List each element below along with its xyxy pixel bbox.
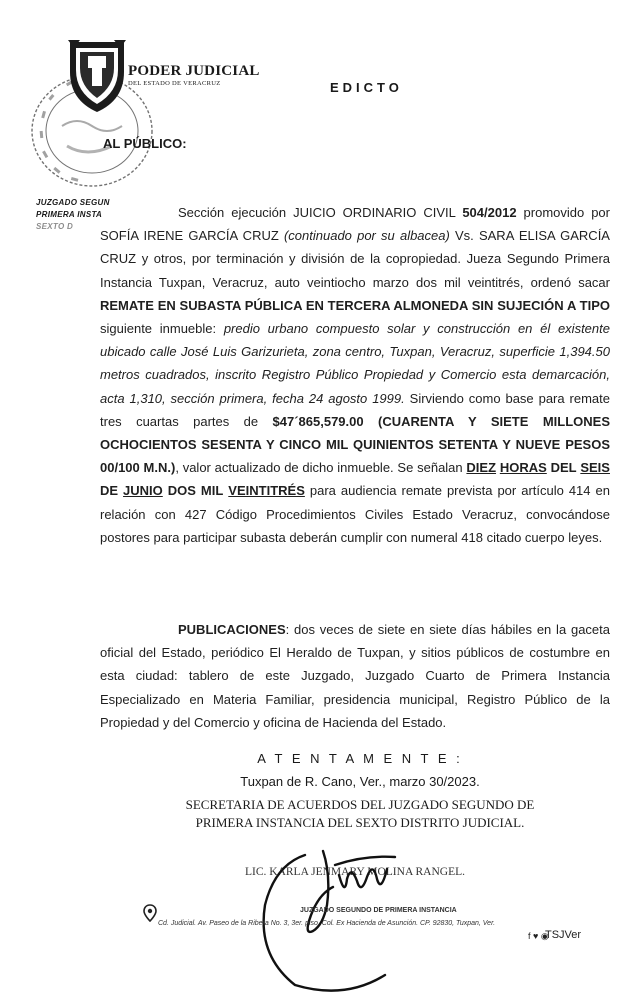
date-word: HORAS <box>499 460 547 476</box>
org-subtitle: DEL ESTADO DE VERACRUZ <box>128 80 221 87</box>
date-word: DE <box>100 483 119 499</box>
date-word: DOS MIL <box>167 483 224 499</box>
signer-name: LIC. KARLA JENMARY MOLINA RANGEL. <box>245 866 465 878</box>
auction-notice: REMATE EN SUBASTA PÚBLICA EN TERCERA ALMONEDA SIN SUJECIÓN A TIPO <box>100 297 610 313</box>
date-word: SEIS <box>580 460 610 476</box>
edict-main-paragraph: Sección ejecución JUICIO ORDINARIO CIVIL 504/2012 promovido por SOFÍA IRENE GARCÍA CRUZ (continuado por su albacea) Vs. SARA ELISA GARCÍA CRUZ y otros, por terminación y división de la copropiedad. Jueza Segundo Primera Instancia Tuxpan, Veracruz, auto veintiocho marzo dos mil veintitrés, ordenó sacar REMATE EN SUBASTA PÚBLICA EN TERCERA ALMONEDA SIN SUJECIÓN A TIPO siguiente inmueble: predio urbano compuesto solar y construcción en él existente ubicado calle José Luis Garizurieta, zona centro, Tuxpan, Veracruz, superficie 1,394.50 metros cuadrados, inscrito Registro Público Propiedad y Comercio esta demarcación, acta 1,310, sección primera, fecha 24 agosto 1999. Sirviendo como base para remate tres cuartas partes de $47´865,579.00 (CUARENTA Y SIETE MILLONES OCHOCIENTOS SESENTA Y CINCO MIL QUINIENTOS SETENTA Y NUEVE PESOS 00/100 M.N.), valor actualizado de dicho inmueble. Se señalan DIEZ HORAS DEL SEIS DE JUNIO DOS MIL VEINTITRÉS para audiencia remate prevista por artículo 414 en relación con 427 Código Procedimientos Civiles Estado Veracruz, convocándose postores para participar subasta deberán cumplir con numeral 418 citado cuerpo leyes. <box>100 205 610 545</box>
audience-heading: AL PÚBLICO: <box>103 136 187 151</box>
property-description: predio urbano compuesto solar y construcción en él existente ubicado calle José Luis Garizurieta, zona centro, Tuxpan, Veracruz, superficie 1,394.50 metros cuadrados, inscrito Registro Público Propiedad y Comercio esta demarcación, acta 1,310, sección primera, fecha 24 agosto 1999. <box>100 321 610 406</box>
poder-judicial-shield-logo <box>66 38 128 114</box>
publications-paragraph: PUBLICACIONES: dos veces de siete en siete días hábiles en la gaceta oficial del Estado, periódico El Heraldo de Tuxpan, y sitios públicos de costumbre en esta ciudad: tablero de este Juzgado, Juzgado Cuarto de Primera Instancia Especializado en Materia Familiar, presidencia municipal, Registro Público de la Propiedad y del Comercio y oficina de Hacienda del Estado. <box>100 622 610 730</box>
date-word: DEL <box>550 460 577 476</box>
date-word: DIEZ <box>466 460 497 476</box>
stamp-text-line: SEXTO D <box>36 222 74 231</box>
secretary-title-line: SECRETARIA DE ACUERDOS DEL JUZGADO SEGUNDO DE <box>185 797 535 812</box>
footer-court-label: JUZGADO SEGUNDO DE PRIMERA INSTANCIA <box>300 907 457 914</box>
document-title: EDICTO <box>330 80 403 95</box>
stamp-text-line: PRIMERA INSTA <box>36 210 103 219</box>
location-pin-icon <box>143 904 157 922</box>
publications-label: PUBLICACIONES <box>178 622 286 637</box>
social-media-icon: f ♥ ◉ <box>528 931 549 941</box>
footer-address: Cd. Judicial. Av. Paseo de la Ribera No. 3, 3er. piso. Col. Ex Hacienda de Asunción. CP. 92830, Tuxpan, Ver. <box>158 920 496 927</box>
stamp-text-line: JUZGADO SEGUN <box>36 198 110 207</box>
auction-amount: $47´865,579.00 (CUARENTA Y SIETE MILLONES OCHOCIENTOS SESENTA Y CINCO MIL QUINIENTOS SETENTA Y NUEVE PESOS 00/100 M.N.) <box>100 413 610 476</box>
date-word: JUNIO <box>123 483 163 499</box>
case-number: 504/2012 <box>462 205 517 220</box>
handwritten-signature <box>235 835 455 995</box>
org-name: PODER JUDICIAL <box>128 63 260 79</box>
date-word: VEINTITRÉS <box>228 483 305 499</box>
place-and-date: Tuxpan de R. Cano, Ver., marzo 30/2023. <box>240 774 480 789</box>
secretary-title-line: PRIMERA INSTANCIA DEL SEXTO DISTRITO JUDICIAL. <box>195 815 525 830</box>
closing-salutation: A T E N T A M E N T E : <box>257 751 463 766</box>
social-handle: TSJVer <box>545 929 582 941</box>
